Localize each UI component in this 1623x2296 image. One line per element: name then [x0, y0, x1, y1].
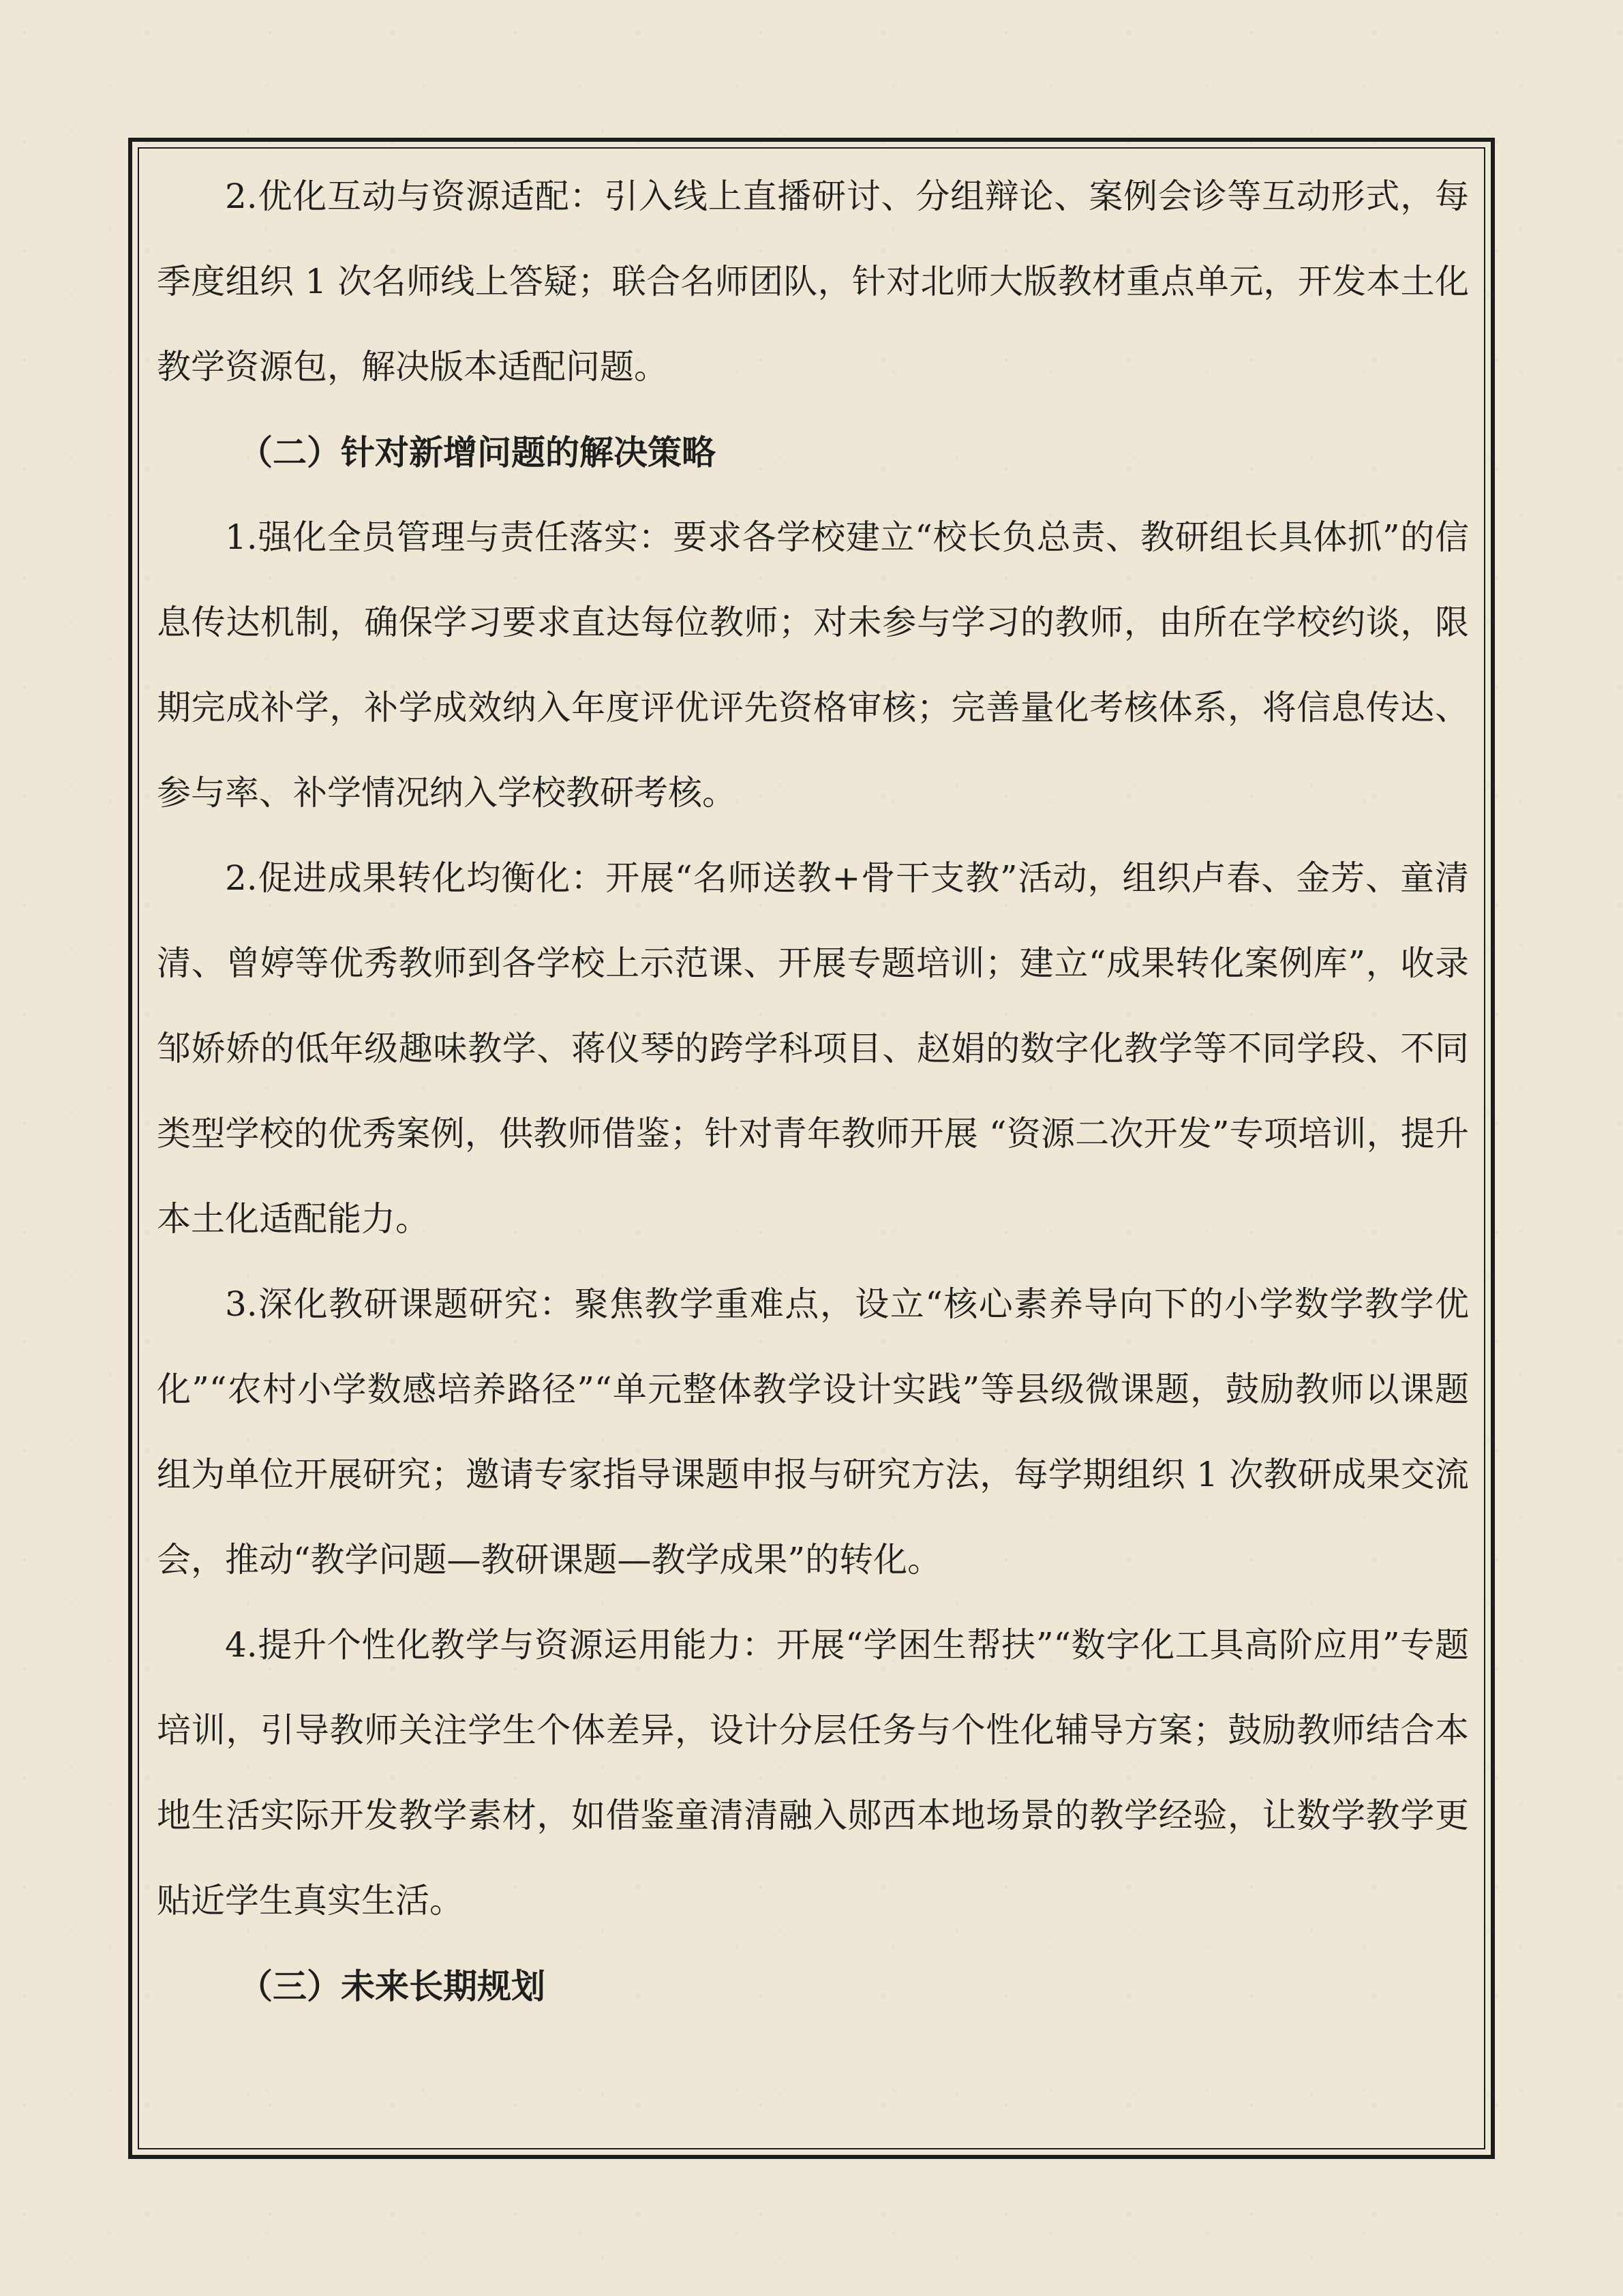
- paragraph-personalized-teaching: 4.提升个性化教学与资源运用能力：开展“学困生帮扶”“数字化工具高阶应用”专题培训，引导教师关注学生个体差异，设计分层任务与个性化辅导方案；鼓励教师结合本地生活实际开发教学素材，如借鉴童清清融入郧西本地场景的教学经验，让数学教学更贴近学生真实生活。: [157, 1625, 1469, 1920]
- document-body: [157, 154, 1469, 2029]
- section-heading-new-problems: （二）针对新增问题的解决策略: [239, 432, 716, 472]
- paragraph-resource-adaptation: 2.优化互动与资源适配：引入线上直播研讨、分组辩论、案例会诊等互动形式，每季度组织 1 次名师线上答疑；联合名师团队，针对北师大版教材重点单元，开发本土化教学资源包，解决版本适配问题。: [157, 177, 1469, 387]
- paragraph-management: 1.强化全员管理与责任落实：要求各学校建立“校长负总责、教研组长具体抓”的信息传达机制，确保学习要求直达每位教师；对未参与学习的教师，由所在学校约谈，限期完成补学，补学成效纳入年度评优评先资格审核；完善量化考核体系，将信息传达、参与率、补学情况纳入学校教研考核。: [157, 517, 1469, 813]
- paragraph-research-topics: 3.深化教研课题研究：聚焦教学重难点，设立“核心素养导向下的小学数学教学优化”“农村小学数感培养路径”“单元整体教学设计实践”等县级微课题，鼓励教师以课题组为单位开展研究；邀请专家指导课题申报与研究方法，每学期组织 1 次教研成果交流会，推动“教学问题—教研课题—教学成果”的转化。: [157, 1284, 1469, 1580]
- paragraph-achievement-transfer: 2.促进成果转化均衡化：开展“名师送教+骨干支教”活动，组织卢春、金芳、童清清、曾婷等优秀教师到各学校上示范课、开展专题培训；建立“成果转化案例库”，收录邹娇娇的低年级趣味教学、蒋仪琴的跨学科项目、赵娟的数字化教学等不同学段、不同类型学校的优秀案例，供教师借鉴；针对青年教师开展 “资源二次开发”专项培训，提升本土化适配能力。: [157, 858, 1469, 1239]
- section-heading-long-term-plan: （三）未来长期规划: [239, 1966, 545, 2006]
